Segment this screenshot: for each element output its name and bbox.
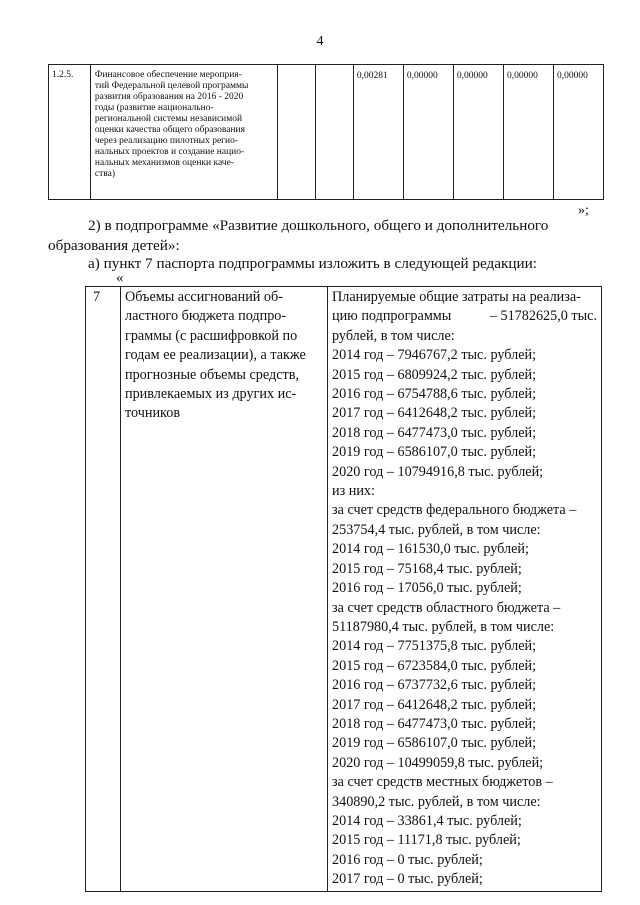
- federal-total: 253754,4 тыс. рублей, в том числе:: [332, 521, 541, 538]
- value-cell: 0,00000: [503, 65, 553, 200]
- year-line: 2016 год – 17056,0 тыс. рублей;: [332, 580, 522, 597]
- name-line: через реализацию пилотных регио-: [94, 136, 239, 146]
- table-row: [49, 65, 604, 200]
- description-line: ластного бюджета подпро-: [125, 308, 287, 325]
- year-line: 2015 год – 75168,4 тыс. рублей;: [332, 560, 522, 577]
- year-line: 2017 год – 0 тыс. рублей;: [332, 871, 483, 888]
- year-line: 2019 год – 6586107,0 тыс. рублей;: [332, 444, 537, 461]
- year-line: 2014 год – 161530,0 тыс. рублей;: [332, 541, 529, 558]
- description-cell: [121, 287, 328, 892]
- federal-heading: за счет средств федерального бюджета –: [332, 502, 577, 519]
- table-row: [86, 287, 602, 892]
- values-cell: [328, 287, 602, 892]
- description-line: прогнозные объемы средств,: [125, 366, 299, 383]
- year-line: 2020 год – 10499059,8 тыс. рублей;: [332, 754, 544, 771]
- value-cell: 0,00000: [403, 65, 453, 200]
- paragraph-subprogram: 2) в подпрограмме «Развитие дошкольного, общего и дополнительного: [88, 217, 549, 234]
- name-line: нальных проектов и создание нацио-: [94, 147, 245, 157]
- year-line: 2016 год – 6754788,6 тыс. рублей;: [332, 386, 537, 403]
- value-cell: 0,00000: [453, 65, 503, 200]
- regional-total: 51187980,4 тыс. рублей, в том числе:: [332, 618, 555, 635]
- description-line: точников: [125, 405, 181, 422]
- empty-cell: [315, 65, 353, 200]
- name-line: годы (развитие национально-: [94, 103, 214, 113]
- local-total: 340890,2 тыс. рублей, в том числе:: [332, 793, 541, 810]
- page-number: 4: [316, 34, 324, 49]
- name-line: ства): [94, 169, 115, 179]
- regional-heading: за счет средств областного бюджета –: [332, 599, 561, 616]
- year-line: 2014 год – 7751375,8 тыс. рублей;: [332, 638, 537, 655]
- description-line: граммы (с расшифровкой по: [125, 327, 298, 344]
- year-line: 2014 год – 7946767,2 тыс. рублей;: [332, 347, 537, 364]
- row-number-cell: 7: [86, 287, 121, 892]
- of-which-line: из них:: [332, 483, 375, 500]
- year-line: 2014 год – 33861,4 тыс. рублей;: [332, 812, 522, 829]
- passport-table: [85, 286, 602, 892]
- year-line: 2016 год – 0 тыс. рублей;: [332, 851, 483, 868]
- total-line-left: цию подпрограммы: [332, 308, 452, 325]
- description-line: годам ее реализации), а также: [125, 347, 306, 364]
- year-line: 2018 год – 6477473,0 тыс. рублей;: [332, 715, 537, 732]
- year-line: 2019 год – 6586107,0 тыс. рублей;: [332, 735, 537, 752]
- empty-cell: [277, 65, 315, 200]
- paragraph-subprogram-cont: образования детей»:: [48, 237, 180, 254]
- name-line: развития образования на 2016 - 2020: [94, 92, 244, 102]
- closing-quote: »;: [578, 203, 589, 218]
- name-line: региональной системы независимой: [94, 114, 243, 124]
- year-line: 2018 год – 6477473,0 тыс. рублей;: [332, 424, 537, 441]
- value-cell: 0,00000: [553, 65, 603, 200]
- program-name-cell: [90, 65, 277, 200]
- funding-table-fragment: [48, 64, 604, 200]
- description-line: Объемы ассигнований об-: [125, 289, 283, 305]
- row-number-cell: 1.2.5.: [49, 65, 91, 200]
- total-line: рублей, в том числе:: [332, 327, 455, 344]
- year-line: 2017 год – 6412648,2 тыс. рублей;: [332, 405, 537, 422]
- year-line: 2015 год – 6809924,2 тыс. рублей;: [332, 366, 537, 383]
- opening-quote: «: [116, 270, 124, 286]
- year-line: 2015 год – 6723584,0 тыс. рублей;: [332, 657, 537, 674]
- paragraph-point-7: а) пункт 7 паспорта подпрограммы изложить в следующей редакции:: [88, 255, 537, 272]
- local-heading: за счет средств местных бюджетов –: [332, 774, 553, 791]
- total-line: Планируемые общие затраты на реализа-: [332, 289, 581, 305]
- name-line: тий Федеральной целевой программы: [94, 81, 249, 91]
- name-line: оценки качества общего образования: [94, 125, 245, 135]
- year-line: 2015 год – 11171,8 тыс. рублей;: [332, 832, 521, 849]
- year-line: 2020 год – 10794916,8 тыс. рублей;: [332, 463, 544, 480]
- total-line: [332, 307, 597, 326]
- year-line: 2016 год – 6737732,6 тыс. рублей;: [332, 677, 537, 694]
- total-line-right: – 51782625,0 тыс.: [489, 308, 597, 325]
- name-line: Финансовое обеспечение мероприя-: [94, 70, 242, 80]
- name-line: нальных механизмов оценки каче-: [94, 158, 234, 168]
- value-cell: 0,00281: [353, 65, 403, 200]
- year-line: 2017 год – 6412648,2 тыс. рублей;: [332, 696, 537, 713]
- description-line: привлекаемых из других ис-: [125, 386, 297, 403]
